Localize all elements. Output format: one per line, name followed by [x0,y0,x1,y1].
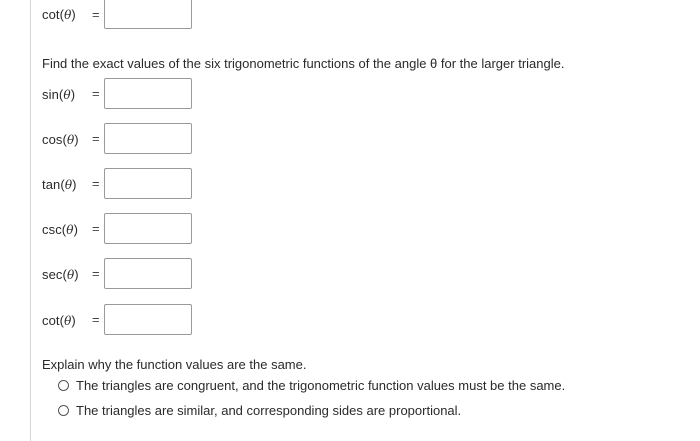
top-cot-label: cot(θ) [42,7,76,22]
option-congruent-text: The triangles are congruent, and the trigonometric function values must be the same. [76,377,566,393]
option-congruent[interactable] [58,376,565,394]
sin-equals: = [92,86,100,101]
tan-label: tan(θ) [42,177,77,192]
explain-question: Explain why the function values are the same. [42,357,307,372]
cos-answer-input[interactable] [104,123,192,154]
tan-answer-input[interactable] [104,168,192,199]
csc-answer-input[interactable] [104,213,192,244]
option-similar-text: The triangles are similar, and corresponding sides are proportional. [76,402,462,418]
sin-answer-input[interactable] [104,78,192,109]
cos-equals: = [92,131,100,146]
tan-equals: = [92,176,100,191]
sec-answer-input[interactable] [104,258,192,289]
top-cot-answer-input[interactable] [104,0,192,29]
option-similar[interactable] [58,401,461,419]
sec-equals: = [92,266,100,281]
cot-label: cot(θ) [42,313,76,328]
sin-label: sin(θ) [42,87,76,102]
csc-label: csc(θ) [42,222,78,237]
instruction-text: Find the exact values of the six trigonometric functions of the angle θ for the larger triangle. [42,56,565,71]
radio-circle-icon[interactable] [58,405,69,416]
cot-answer-input[interactable] [104,304,192,335]
cot-equals: = [92,312,100,327]
csc-equals: = [92,221,100,236]
cos-label: cos(θ) [42,132,79,147]
radio-circle-icon[interactable] [58,380,69,391]
left-divider [30,0,31,441]
sec-label: sec(θ) [42,267,79,282]
top-cot-equals: = [92,7,100,22]
